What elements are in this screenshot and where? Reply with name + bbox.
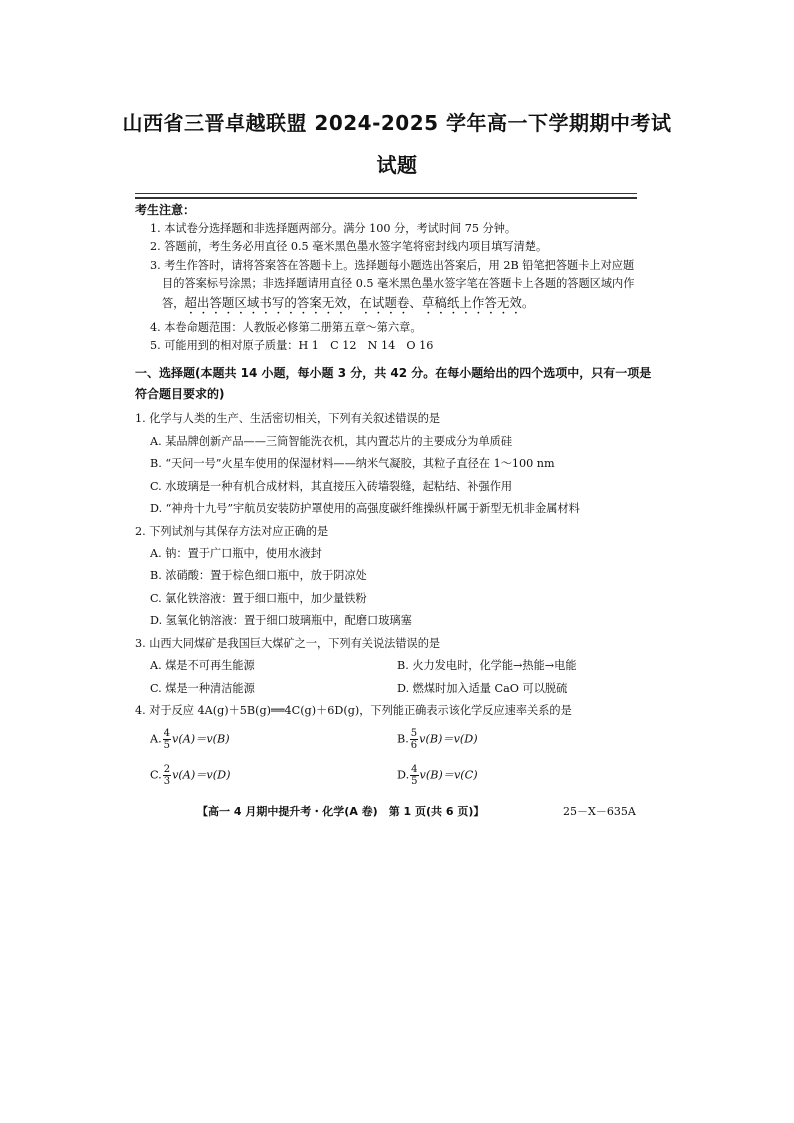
section-heading: 一、选择题(本题共 14 小题，每小题 3 分，共 42 分。在每小题给出的四个选项中，只有一项是符合题目要求的) bbox=[135, 366, 652, 401]
question-2-stem: 2. 下列试剂与其保存方法对应正确的是 bbox=[135, 525, 329, 538]
question-2-option-d: D. 氢氧化钠溶液：置于细口玻璃瓶中，配磨口玻璃塞 bbox=[150, 614, 412, 627]
rate-expression: v(B)＝v(D) bbox=[419, 732, 478, 746]
question-1-option-b: B. “天问一号”火星车使用的保湿材料——纳米气凝胶，其粒子直径在 1～100 nm bbox=[150, 457, 555, 470]
rate-expression: v(A)＝v(B) bbox=[172, 732, 230, 746]
fraction-numerator: 4 bbox=[163, 728, 171, 739]
question-4-option-d bbox=[397, 764, 478, 787]
question-1-option-c: C. 水玻璃是一种有机合成材料，其直接压入砖墙裂缝，起粘结、补强作用 bbox=[150, 480, 513, 493]
option-label: A. bbox=[150, 732, 162, 746]
option-label: C. bbox=[150, 768, 162, 782]
question-1-option-d: D. “神舟十九号”宇航员安装防护罩使用的高强度碳纤维操纵杆属于新型无机非金属材料 bbox=[150, 502, 580, 515]
question-3-stem: 3. 山西大同煤矿是我国巨大煤矿之一，下列有关说法错误的是 bbox=[135, 637, 441, 650]
option-label: B. bbox=[397, 732, 409, 746]
notice-item: 4. 本卷命题范围：人教版必修第二册第五章～第六章。 bbox=[150, 320, 422, 334]
notice-heading: 考生注意： bbox=[135, 203, 196, 217]
exam-title-line2: 试题 bbox=[376, 153, 418, 177]
header-divider-thick bbox=[135, 197, 637, 199]
fraction-denominator: 5 bbox=[163, 740, 171, 751]
page-footer: 【高一 4 月期中提升考・化学(A 卷) 第 1 页(共 6 页)】 bbox=[197, 805, 485, 818]
question-1-stem: 1. 化学与人类的生产、生活密切相关，下列有关叙述错误的是 bbox=[135, 412, 441, 425]
fraction-denominator: 3 bbox=[163, 776, 171, 787]
question-4-stem: 4. 对于反应 4A(g)＋5B(g)══4C(g)＋6D(g)，下列能正确表示该化学反应速率关系的是 bbox=[135, 704, 572, 717]
question-2-option-b: B. 浓硝酸：置于棕色细口瓶中，放于阴凉处 bbox=[150, 569, 367, 582]
notice-item: 5. 可能用到的相对原子质量：H 1 C 12 N 14 O 16 bbox=[150, 339, 434, 352]
question-2-option-c: C. 氯化铁溶液：置于细口瓶中，加少量铁粉 bbox=[150, 592, 367, 605]
fraction-numerator: 2 bbox=[163, 764, 171, 775]
question-3-option-c: C. 煤是一种清洁能源 bbox=[150, 682, 255, 695]
exam-title: 山西省三晋卓越联盟 2024-2025 学年高一下学期期中考试 bbox=[122, 111, 672, 135]
paper-code: 25－X－635A bbox=[563, 805, 636, 818]
notice-item bbox=[135, 257, 645, 317]
header-divider bbox=[135, 193, 637, 194]
question-4-option-b bbox=[397, 728, 478, 751]
fraction bbox=[163, 728, 171, 751]
candidate-notice bbox=[135, 201, 645, 356]
notice-item-text: 3. 考生作答时，请将答案答在答题卡上。选择题每小题选出答案后，用 2B 铅笔把答题卡上对应题目的答案标号涂黑；非选择题请用直径 0.5 毫米黑色墨水签字笔在答题卡上各题的答题区域内作答， bbox=[150, 258, 635, 310]
question-1-option-a: A. 某品牌创新产品——三筒智能洗衣机，其内置芯片的主要成分为单质硅 bbox=[150, 435, 513, 448]
question-3-option-b: B. 火力发电时，化学能→热能→电能 bbox=[397, 659, 577, 672]
question-4-option-a bbox=[150, 728, 230, 751]
rate-expression: v(B)＝v(C) bbox=[419, 768, 478, 782]
fraction bbox=[163, 764, 171, 787]
notice-item: 2. 答题前，考生务必用直径 0.5 毫米黑色墨水签字笔将密封线内项目填写清楚。 bbox=[150, 240, 548, 253]
fraction-denominator: 6 bbox=[410, 740, 418, 751]
fraction bbox=[410, 764, 418, 787]
option-label: D. bbox=[397, 768, 410, 782]
fraction bbox=[410, 728, 418, 751]
rate-expression: v(A)＝v(D) bbox=[172, 768, 231, 782]
fraction-denominator: 5 bbox=[411, 776, 418, 787]
question-2-option-a: A. 钠：置于广口瓶中，使用水液封 bbox=[150, 547, 322, 560]
notice-item: 1. 本试卷分选择题和非选择题两部分。满分 100 分，考试时间 75 分钟。 bbox=[150, 221, 517, 235]
fraction-numerator: 5 bbox=[410, 728, 418, 739]
question-3-option-d: D. 燃煤时加入适量 CaO 可以脱硫 bbox=[397, 682, 568, 695]
notice-warning: 超出答题区域书写的答案无效，在试题卷、草稿纸上作答无效。 bbox=[184, 294, 535, 310]
question-3-option-a: A. 煤是不可再生能源 bbox=[150, 659, 255, 672]
question-4-option-c bbox=[150, 764, 230, 787]
fraction-numerator: 4 bbox=[411, 764, 418, 775]
